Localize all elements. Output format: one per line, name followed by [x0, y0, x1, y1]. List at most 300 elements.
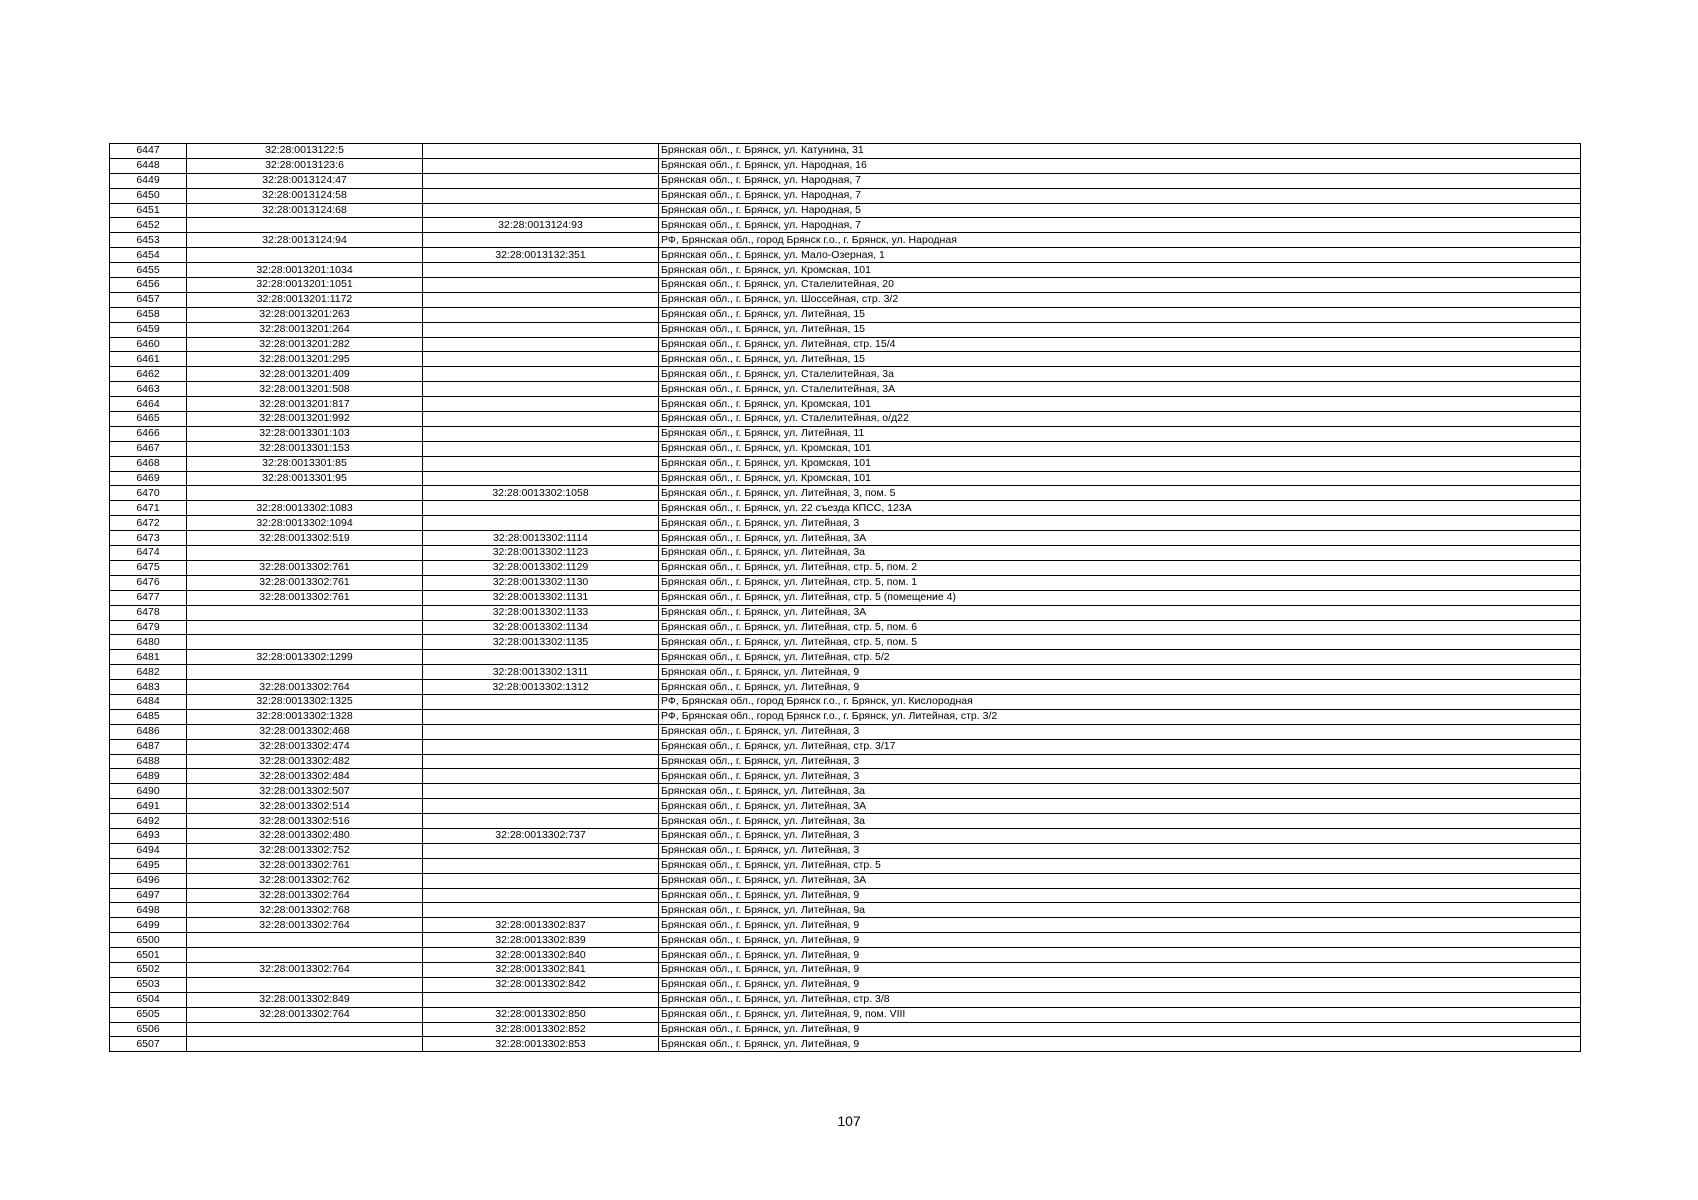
address-cell: Брянская обл., г. Брянск, ул. Литейная, 3а — [659, 814, 1581, 829]
related-cadastral-number-cell: 32:28:0013302:841 — [423, 962, 659, 977]
table-row — [110, 501, 1581, 516]
address-cell: Брянская обл., г. Брянск, ул. 22 съезда КПСС, 123А — [659, 501, 1581, 516]
cadastral-number-cell: 32:28:0013201:1051 — [187, 278, 423, 293]
address-cell: Брянская обл., г. Брянск, ул. Кромская, 101 — [659, 263, 1581, 278]
cadastral-number-cell: 32:28:0013123:6 — [187, 158, 423, 173]
table-row — [110, 426, 1581, 441]
related-cadastral-number-cell — [423, 263, 659, 278]
row-number-cell: 6488 — [110, 754, 187, 769]
address-cell: Брянская обл., г. Брянск, ул. Литейная, 3, пом. 5 — [659, 486, 1581, 501]
row-number-cell: 6494 — [110, 843, 187, 858]
cadastral-number-cell: 32:28:0013124:94 — [187, 233, 423, 248]
table-row — [110, 709, 1581, 724]
cadastral-number-cell: 32:28:0013302:762 — [187, 873, 423, 888]
cadastral-number-cell: 32:28:0013302:514 — [187, 799, 423, 814]
address-cell: Брянская обл., г. Брянск, ул. Сталелитейная, 20 — [659, 278, 1581, 293]
table-row — [110, 560, 1581, 575]
related-cadastral-number-cell: 32:28:0013124:93 — [423, 218, 659, 233]
row-number-cell: 6459 — [110, 322, 187, 337]
related-cadastral-number-cell: 32:28:0013302:1130 — [423, 575, 659, 590]
row-number-cell: 6503 — [110, 977, 187, 992]
table-row — [110, 828, 1581, 843]
cadastral-number-cell: 32:28:0013302:482 — [187, 754, 423, 769]
row-number-cell: 6492 — [110, 814, 187, 829]
related-cadastral-number-cell — [423, 724, 659, 739]
address-cell: Брянская обл., г. Брянск, ул. Литейная, стр. 5, пом. 6 — [659, 620, 1581, 635]
row-number-cell: 6467 — [110, 441, 187, 456]
address-cell: Брянская обл., г. Брянск, ул. Мало-Озерная, 1 — [659, 248, 1581, 263]
cadastral-number-cell: 32:28:0013124:68 — [187, 203, 423, 218]
address-cell: Брянская обл., г. Брянск, ул. Литейная, 9, пом. VIII — [659, 1007, 1581, 1022]
cadastral-number-cell: 32:28:0013302:764 — [187, 680, 423, 695]
related-cadastral-number-cell — [423, 471, 659, 486]
related-cadastral-number-cell — [423, 694, 659, 709]
table-row — [110, 620, 1581, 635]
address-cell: Брянская обл., г. Брянск, ул. Кромская, 101 — [659, 397, 1581, 412]
cadastral-number-cell: 32:28:0013302:761 — [187, 590, 423, 605]
table-row — [110, 680, 1581, 695]
address-cell: Брянская обл., г. Брянск, ул. Катунина, 31 — [659, 144, 1581, 159]
address-cell: РФ, Брянская обл., город Брянск г.о., г. Брянск, ул. Кислородная — [659, 694, 1581, 709]
related-cadastral-number-cell: 32:28:0013132:351 — [423, 248, 659, 263]
page-number: 107 — [837, 1113, 861, 1129]
table-row — [110, 918, 1581, 933]
table-row — [110, 814, 1581, 829]
row-number-cell: 6471 — [110, 501, 187, 516]
cadastral-number-cell — [187, 248, 423, 263]
table-row — [110, 769, 1581, 784]
table-row — [110, 739, 1581, 754]
cadastral-number-cell: 32:28:0013302:480 — [187, 828, 423, 843]
cadastral-number-cell — [187, 948, 423, 963]
cadastral-number-cell: 32:28:0013302:764 — [187, 918, 423, 933]
row-number-cell: 6451 — [110, 203, 187, 218]
table-row — [110, 784, 1581, 799]
related-cadastral-number-cell — [423, 650, 659, 665]
address-cell: Брянская обл., г. Брянск, ул. Литейная, 9 — [659, 665, 1581, 680]
address-cell: Брянская обл., г. Брянск, ул. Литейная, 3а — [659, 546, 1581, 561]
address-cell: Брянская обл., г. Брянск, ул. Литейная, 9 — [659, 948, 1581, 963]
table-row — [110, 933, 1581, 948]
related-cadastral-number-cell — [423, 441, 659, 456]
cadastral-number-cell — [187, 1037, 423, 1052]
address-cell: Брянская обл., г. Брянск, ул. Сталелитейная, 3а — [659, 367, 1581, 382]
related-cadastral-number-cell: 32:28:0013302:1134 — [423, 620, 659, 635]
table-row — [110, 531, 1581, 546]
address-cell: Брянская обл., г. Брянск, ул. Народная, 7 — [659, 218, 1581, 233]
row-number-cell: 6495 — [110, 858, 187, 873]
row-number-cell: 6455 — [110, 263, 187, 278]
cadastral-number-cell: 32:28:0013301:85 — [187, 456, 423, 471]
row-number-cell: 6497 — [110, 888, 187, 903]
related-cadastral-number-cell — [423, 144, 659, 159]
cadastral-number-cell: 32:28:0013302:764 — [187, 888, 423, 903]
row-number-cell: 6505 — [110, 1007, 187, 1022]
table-row — [110, 992, 1581, 1007]
row-number-cell: 6469 — [110, 471, 187, 486]
cadastral-number-cell — [187, 977, 423, 992]
row-number-cell: 6462 — [110, 367, 187, 382]
related-cadastral-number-cell — [423, 292, 659, 307]
table-row — [110, 694, 1581, 709]
row-number-cell: 6461 — [110, 352, 187, 367]
related-cadastral-number-cell — [423, 814, 659, 829]
related-cadastral-number-cell — [423, 382, 659, 397]
address-cell: Брянская обл., г. Брянск, ул. Литейная, 9 — [659, 977, 1581, 992]
cadastral-number-cell: 32:28:0013201:409 — [187, 367, 423, 382]
address-cell: Брянская обл., г. Брянск, ул. Народная, 16 — [659, 158, 1581, 173]
address-cell: РФ, Брянская обл., город Брянск г.о., г. Брянск, ул. Литейная, стр. 3/2 — [659, 709, 1581, 724]
row-number-cell: 6490 — [110, 784, 187, 799]
cadastral-number-cell: 32:28:0013302:761 — [187, 575, 423, 590]
address-cell: Брянская обл., г. Брянск, ул. Литейная, 9 — [659, 680, 1581, 695]
row-number-cell: 6504 — [110, 992, 187, 1007]
address-cell: Брянская обл., г. Брянск, ул. Литейная, 9 — [659, 918, 1581, 933]
address-cell: Брянская обл., г. Брянск, ул. Литейная, 9а — [659, 903, 1581, 918]
table-row — [110, 590, 1581, 605]
related-cadastral-number-cell: 32:28:0013302:1131 — [423, 590, 659, 605]
row-number-cell: 6479 — [110, 620, 187, 635]
cadastral-number-cell: 32:28:0013302:849 — [187, 992, 423, 1007]
cadastral-number-cell — [187, 218, 423, 233]
related-cadastral-number-cell — [423, 412, 659, 427]
table-row — [110, 337, 1581, 352]
row-number-cell: 6472 — [110, 516, 187, 531]
related-cadastral-number-cell — [423, 754, 659, 769]
table-row — [110, 650, 1581, 665]
address-cell: Брянская обл., г. Брянск, ул. Литейная, 3 — [659, 843, 1581, 858]
row-number-cell: 6448 — [110, 158, 187, 173]
address-cell: Брянская обл., г. Брянск, ул. Народная, 7 — [659, 188, 1581, 203]
table-row — [110, 397, 1581, 412]
cadastral-number-cell: 32:28:0013201:1034 — [187, 263, 423, 278]
address-cell: Брянская обл., г. Брянск, ул. Литейная, 3А — [659, 799, 1581, 814]
related-cadastral-number-cell — [423, 158, 659, 173]
cadastral-number-cell: 32:28:0013201:282 — [187, 337, 423, 352]
related-cadastral-number-cell: 32:28:0013302:1114 — [423, 531, 659, 546]
cadastral-number-cell — [187, 605, 423, 620]
table-row — [110, 292, 1581, 307]
cadastral-number-cell: 32:28:0013302:764 — [187, 962, 423, 977]
related-cadastral-number-cell — [423, 888, 659, 903]
address-cell: Брянская обл., г. Брянск, ул. Литейная, 15 — [659, 307, 1581, 322]
row-number-cell: 6478 — [110, 605, 187, 620]
cadastral-number-cell: 32:28:0013302:507 — [187, 784, 423, 799]
cadastral-number-cell: 32:28:0013302:1325 — [187, 694, 423, 709]
address-cell: Брянская обл., г. Брянск, ул. Литейная, 3а — [659, 784, 1581, 799]
address-cell: Брянская обл., г. Брянск, ул. Литейная, 3 — [659, 754, 1581, 769]
table-row — [110, 173, 1581, 188]
cadastral-number-cell: 32:28:0013302:761 — [187, 858, 423, 873]
table-row — [110, 962, 1581, 977]
cadastral-number-cell: 32:28:0013302:761 — [187, 560, 423, 575]
related-cadastral-number-cell — [423, 516, 659, 531]
row-number-cell: 6502 — [110, 962, 187, 977]
cadastral-number-cell: 32:28:0013302:1083 — [187, 501, 423, 516]
cadastral-number-cell: 32:28:0013302:474 — [187, 739, 423, 754]
table-row — [110, 307, 1581, 322]
row-number-cell: 6501 — [110, 948, 187, 963]
related-cadastral-number-cell: 32:28:0013302:840 — [423, 948, 659, 963]
row-number-cell: 6464 — [110, 397, 187, 412]
cadastral-number-cell: 32:28:0013302:764 — [187, 1007, 423, 1022]
address-cell: Брянская обл., г. Брянск, ул. Литейная, 3А — [659, 531, 1581, 546]
address-cell: Брянская обл., г. Брянск, ул. Кромская, 101 — [659, 441, 1581, 456]
row-number-cell: 6473 — [110, 531, 187, 546]
related-cadastral-number-cell: 32:28:0013302:853 — [423, 1037, 659, 1052]
related-cadastral-number-cell — [423, 188, 659, 203]
address-cell: Брянская обл., г. Брянск, ул. Литейная, стр. 5, пом. 5 — [659, 635, 1581, 650]
address-cell: Брянская обл., г. Брянск, ул. Литейная, 9 — [659, 1037, 1581, 1052]
table-row — [110, 412, 1581, 427]
address-cell: Брянская обл., г. Брянск, ул. Народная, 5 — [659, 203, 1581, 218]
table-row — [110, 471, 1581, 486]
related-cadastral-number-cell — [423, 739, 659, 754]
cadastral-number-cell: 32:28:0013302:1094 — [187, 516, 423, 531]
row-number-cell: 6466 — [110, 426, 187, 441]
table-row — [110, 754, 1581, 769]
row-number-cell: 6484 — [110, 694, 187, 709]
address-cell: Брянская обл., г. Брянск, ул. Литейная, 3А — [659, 873, 1581, 888]
related-cadastral-number-cell — [423, 203, 659, 218]
address-cell: Брянская обл., г. Брянск, ул. Литейная, 3 — [659, 516, 1581, 531]
related-cadastral-number-cell — [423, 709, 659, 724]
cadastral-number-cell: 32:28:0013201:1172 — [187, 292, 423, 307]
address-cell: Брянская обл., г. Брянск, ул. Литейная, стр. 5, пом. 1 — [659, 575, 1581, 590]
related-cadastral-number-cell: 32:28:0013302:1129 — [423, 560, 659, 575]
row-number-cell: 6474 — [110, 546, 187, 561]
table-row — [110, 144, 1581, 159]
row-number-cell: 6470 — [110, 486, 187, 501]
cadastral-number-cell: 32:28:0013201:508 — [187, 382, 423, 397]
related-cadastral-number-cell — [423, 173, 659, 188]
row-number-cell: 6457 — [110, 292, 187, 307]
address-cell: Брянская обл., г. Брянск, ул. Литейная, 3 — [659, 769, 1581, 784]
cadastral-number-cell: 32:28:0013302:484 — [187, 769, 423, 784]
address-cell: Брянская обл., г. Брянск, ул. Литейная, 3А — [659, 605, 1581, 620]
cadastral-number-cell — [187, 635, 423, 650]
row-number-cell: 6477 — [110, 590, 187, 605]
row-number-cell: 6491 — [110, 799, 187, 814]
address-cell: Брянская обл., г. Брянск, ул. Кромская, 101 — [659, 456, 1581, 471]
table-row — [110, 888, 1581, 903]
row-number-cell: 6489 — [110, 769, 187, 784]
table-row — [110, 382, 1581, 397]
cadastral-number-cell — [187, 933, 423, 948]
related-cadastral-number-cell — [423, 426, 659, 441]
row-number-cell: 6482 — [110, 665, 187, 680]
row-number-cell: 6447 — [110, 144, 187, 159]
related-cadastral-number-cell — [423, 799, 659, 814]
cadastral-number-cell: 32:28:0013201:264 — [187, 322, 423, 337]
table-row — [110, 977, 1581, 992]
table-row — [110, 263, 1581, 278]
row-number-cell: 6493 — [110, 828, 187, 843]
related-cadastral-number-cell — [423, 337, 659, 352]
cadastral-number-cell: 32:28:0013302:752 — [187, 843, 423, 858]
table-row — [110, 635, 1581, 650]
table-row — [110, 843, 1581, 858]
cadastral-number-cell — [187, 546, 423, 561]
address-cell: Брянская обл., г. Брянск, ул. Кромская, 101 — [659, 471, 1581, 486]
table-row — [110, 858, 1581, 873]
table-row — [110, 158, 1581, 173]
row-number-cell: 6483 — [110, 680, 187, 695]
row-number-cell: 6449 — [110, 173, 187, 188]
cadastral-number-cell: 32:28:0013301:95 — [187, 471, 423, 486]
address-cell: Брянская обл., г. Брянск, ул. Литейная, стр. 5 (помещение 4) — [659, 590, 1581, 605]
related-cadastral-number-cell: 32:28:0013302:1133 — [423, 605, 659, 620]
cadastral-number-cell: 32:28:0013302:519 — [187, 531, 423, 546]
cadastral-number-cell: 32:28:0013301:153 — [187, 441, 423, 456]
table-row — [110, 456, 1581, 471]
table-row — [110, 278, 1581, 293]
cadastral-number-cell: 32:28:0013124:58 — [187, 188, 423, 203]
related-cadastral-number-cell — [423, 322, 659, 337]
row-number-cell: 6458 — [110, 307, 187, 322]
table-row — [110, 1022, 1581, 1037]
address-cell: Брянская обл., г. Брянск, ул. Литейная, стр. 5/2 — [659, 650, 1581, 665]
address-cell: Брянская обл., г. Брянск, ул. Литейная, 15 — [659, 322, 1581, 337]
address-cell: РФ, Брянская обл., город Брянск г.о., г. Брянск, ул. Народная — [659, 233, 1581, 248]
row-number-cell: 6476 — [110, 575, 187, 590]
related-cadastral-number-cell: 32:28:0013302:850 — [423, 1007, 659, 1022]
table-row — [110, 188, 1581, 203]
row-number-cell: 6507 — [110, 1037, 187, 1052]
row-number-cell: 6452 — [110, 218, 187, 233]
table-row — [110, 203, 1581, 218]
cadastral-number-cell: 32:28:0013302:516 — [187, 814, 423, 829]
cadastral-number-cell — [187, 665, 423, 680]
row-number-cell: 6500 — [110, 933, 187, 948]
related-cadastral-number-cell: 32:28:0013302:1058 — [423, 486, 659, 501]
cadastral-number-cell — [187, 1022, 423, 1037]
related-cadastral-number-cell — [423, 352, 659, 367]
related-cadastral-number-cell: 32:28:0013302:839 — [423, 933, 659, 948]
cadastral-number-cell: 32:28:0013201:992 — [187, 412, 423, 427]
table-row — [110, 724, 1581, 739]
table-row — [110, 575, 1581, 590]
table-row — [110, 799, 1581, 814]
related-cadastral-number-cell: 32:28:0013302:737 — [423, 828, 659, 843]
row-number-cell: 6454 — [110, 248, 187, 263]
related-cadastral-number-cell: 32:28:0013302:837 — [423, 918, 659, 933]
row-number-cell: 6496 — [110, 873, 187, 888]
address-cell: Брянская обл., г. Брянск, ул. Литейная, 15 — [659, 352, 1581, 367]
related-cadastral-number-cell: 32:28:0013302:1123 — [423, 546, 659, 561]
cadastral-number-cell: 32:28:0013201:295 — [187, 352, 423, 367]
row-number-cell: 6485 — [110, 709, 187, 724]
related-cadastral-number-cell — [423, 769, 659, 784]
table-row — [110, 605, 1581, 620]
related-cadastral-number-cell: 32:28:0013302:852 — [423, 1022, 659, 1037]
cadastral-number-cell: 32:28:0013124:47 — [187, 173, 423, 188]
address-cell: Брянская обл., г. Брянск, ул. Литейная, 3 — [659, 828, 1581, 843]
table-row — [110, 948, 1581, 963]
cadastral-number-cell: 32:28:0013302:468 — [187, 724, 423, 739]
address-cell: Брянская обл., г. Брянск, ул. Народная, 7 — [659, 173, 1581, 188]
related-cadastral-number-cell — [423, 784, 659, 799]
row-number-cell: 6480 — [110, 635, 187, 650]
table-row — [110, 873, 1581, 888]
cadastral-number-cell: 32:28:0013302:768 — [187, 903, 423, 918]
related-cadastral-number-cell — [423, 397, 659, 412]
cadastral-number-cell: 32:28:0013302:1299 — [187, 650, 423, 665]
table-row — [110, 903, 1581, 918]
row-number-cell: 6450 — [110, 188, 187, 203]
address-cell: Брянская обл., г. Брянск, ул. Литейная, стр. 5, пом. 2 — [659, 560, 1581, 575]
row-number-cell: 6506 — [110, 1022, 187, 1037]
table-row — [110, 233, 1581, 248]
address-cell: Брянская обл., г. Брянск, ул. Литейная, 9 — [659, 962, 1581, 977]
row-number-cell: 6486 — [110, 724, 187, 739]
row-number-cell: 6481 — [110, 650, 187, 665]
related-cadastral-number-cell: 32:28:0013302:1311 — [423, 665, 659, 680]
cadastral-number-cell: 32:28:0013301:103 — [187, 426, 423, 441]
cadastral-number-cell: 32:28:0013122:5 — [187, 144, 423, 159]
address-cell: Брянская обл., г. Брянск, ул. Литейная, стр. 15/4 — [659, 337, 1581, 352]
address-cell: Брянская обл., г. Брянск, ул. Шоссейная, стр. 3/2 — [659, 292, 1581, 307]
table-body — [110, 144, 1581, 1052]
related-cadastral-number-cell: 32:28:0013302:842 — [423, 977, 659, 992]
row-number-cell: 6453 — [110, 233, 187, 248]
address-cell: Брянская обл., г. Брянск, ул. Сталелитейная, о/д22 — [659, 412, 1581, 427]
cadastral-table — [109, 143, 1581, 1052]
related-cadastral-number-cell — [423, 843, 659, 858]
table-row — [110, 546, 1581, 561]
table-row — [110, 218, 1581, 233]
address-cell: Брянская обл., г. Брянск, ул. Сталелитейная, 3А — [659, 382, 1581, 397]
related-cadastral-number-cell — [423, 233, 659, 248]
related-cadastral-number-cell: 32:28:0013302:1135 — [423, 635, 659, 650]
row-number-cell: 6456 — [110, 278, 187, 293]
address-cell: Брянская обл., г. Брянск, ул. Литейная, стр. 5 — [659, 858, 1581, 873]
row-number-cell: 6487 — [110, 739, 187, 754]
address-cell: Брянская обл., г. Брянск, ул. Литейная, 9 — [659, 1022, 1581, 1037]
table-row — [110, 352, 1581, 367]
row-number-cell: 6498 — [110, 903, 187, 918]
table-row — [110, 665, 1581, 680]
table-row — [110, 1007, 1581, 1022]
address-cell: Брянская обл., г. Брянск, ул. Литейная, 3 — [659, 724, 1581, 739]
cadastral-number-cell — [187, 486, 423, 501]
cadastral-number-cell — [187, 620, 423, 635]
related-cadastral-number-cell — [423, 992, 659, 1007]
related-cadastral-number-cell — [423, 456, 659, 471]
row-number-cell: 6475 — [110, 560, 187, 575]
cadastral-number-cell: 32:28:0013302:1328 — [187, 709, 423, 724]
related-cadastral-number-cell — [423, 501, 659, 516]
related-cadastral-number-cell: 32:28:0013302:1312 — [423, 680, 659, 695]
related-cadastral-number-cell — [423, 278, 659, 293]
address-cell: Брянская обл., г. Брянск, ул. Литейная, стр. 3/17 — [659, 739, 1581, 754]
table-row — [110, 248, 1581, 263]
table-row — [110, 516, 1581, 531]
table-row — [110, 1037, 1581, 1052]
row-number-cell: 6460 — [110, 337, 187, 352]
row-number-cell: 6499 — [110, 918, 187, 933]
related-cadastral-number-cell — [423, 367, 659, 382]
address-cell: Брянская обл., г. Брянск, ул. Литейная, 11 — [659, 426, 1581, 441]
address-cell: Брянская обл., г. Брянск, ул. Литейная, стр. 3/8 — [659, 992, 1581, 1007]
table-row — [110, 322, 1581, 337]
address-cell: Брянская обл., г. Брянск, ул. Литейная, 9 — [659, 933, 1581, 948]
row-number-cell: 6468 — [110, 456, 187, 471]
related-cadastral-number-cell — [423, 873, 659, 888]
table-row — [110, 367, 1581, 382]
row-number-cell: 6465 — [110, 412, 187, 427]
related-cadastral-number-cell — [423, 858, 659, 873]
